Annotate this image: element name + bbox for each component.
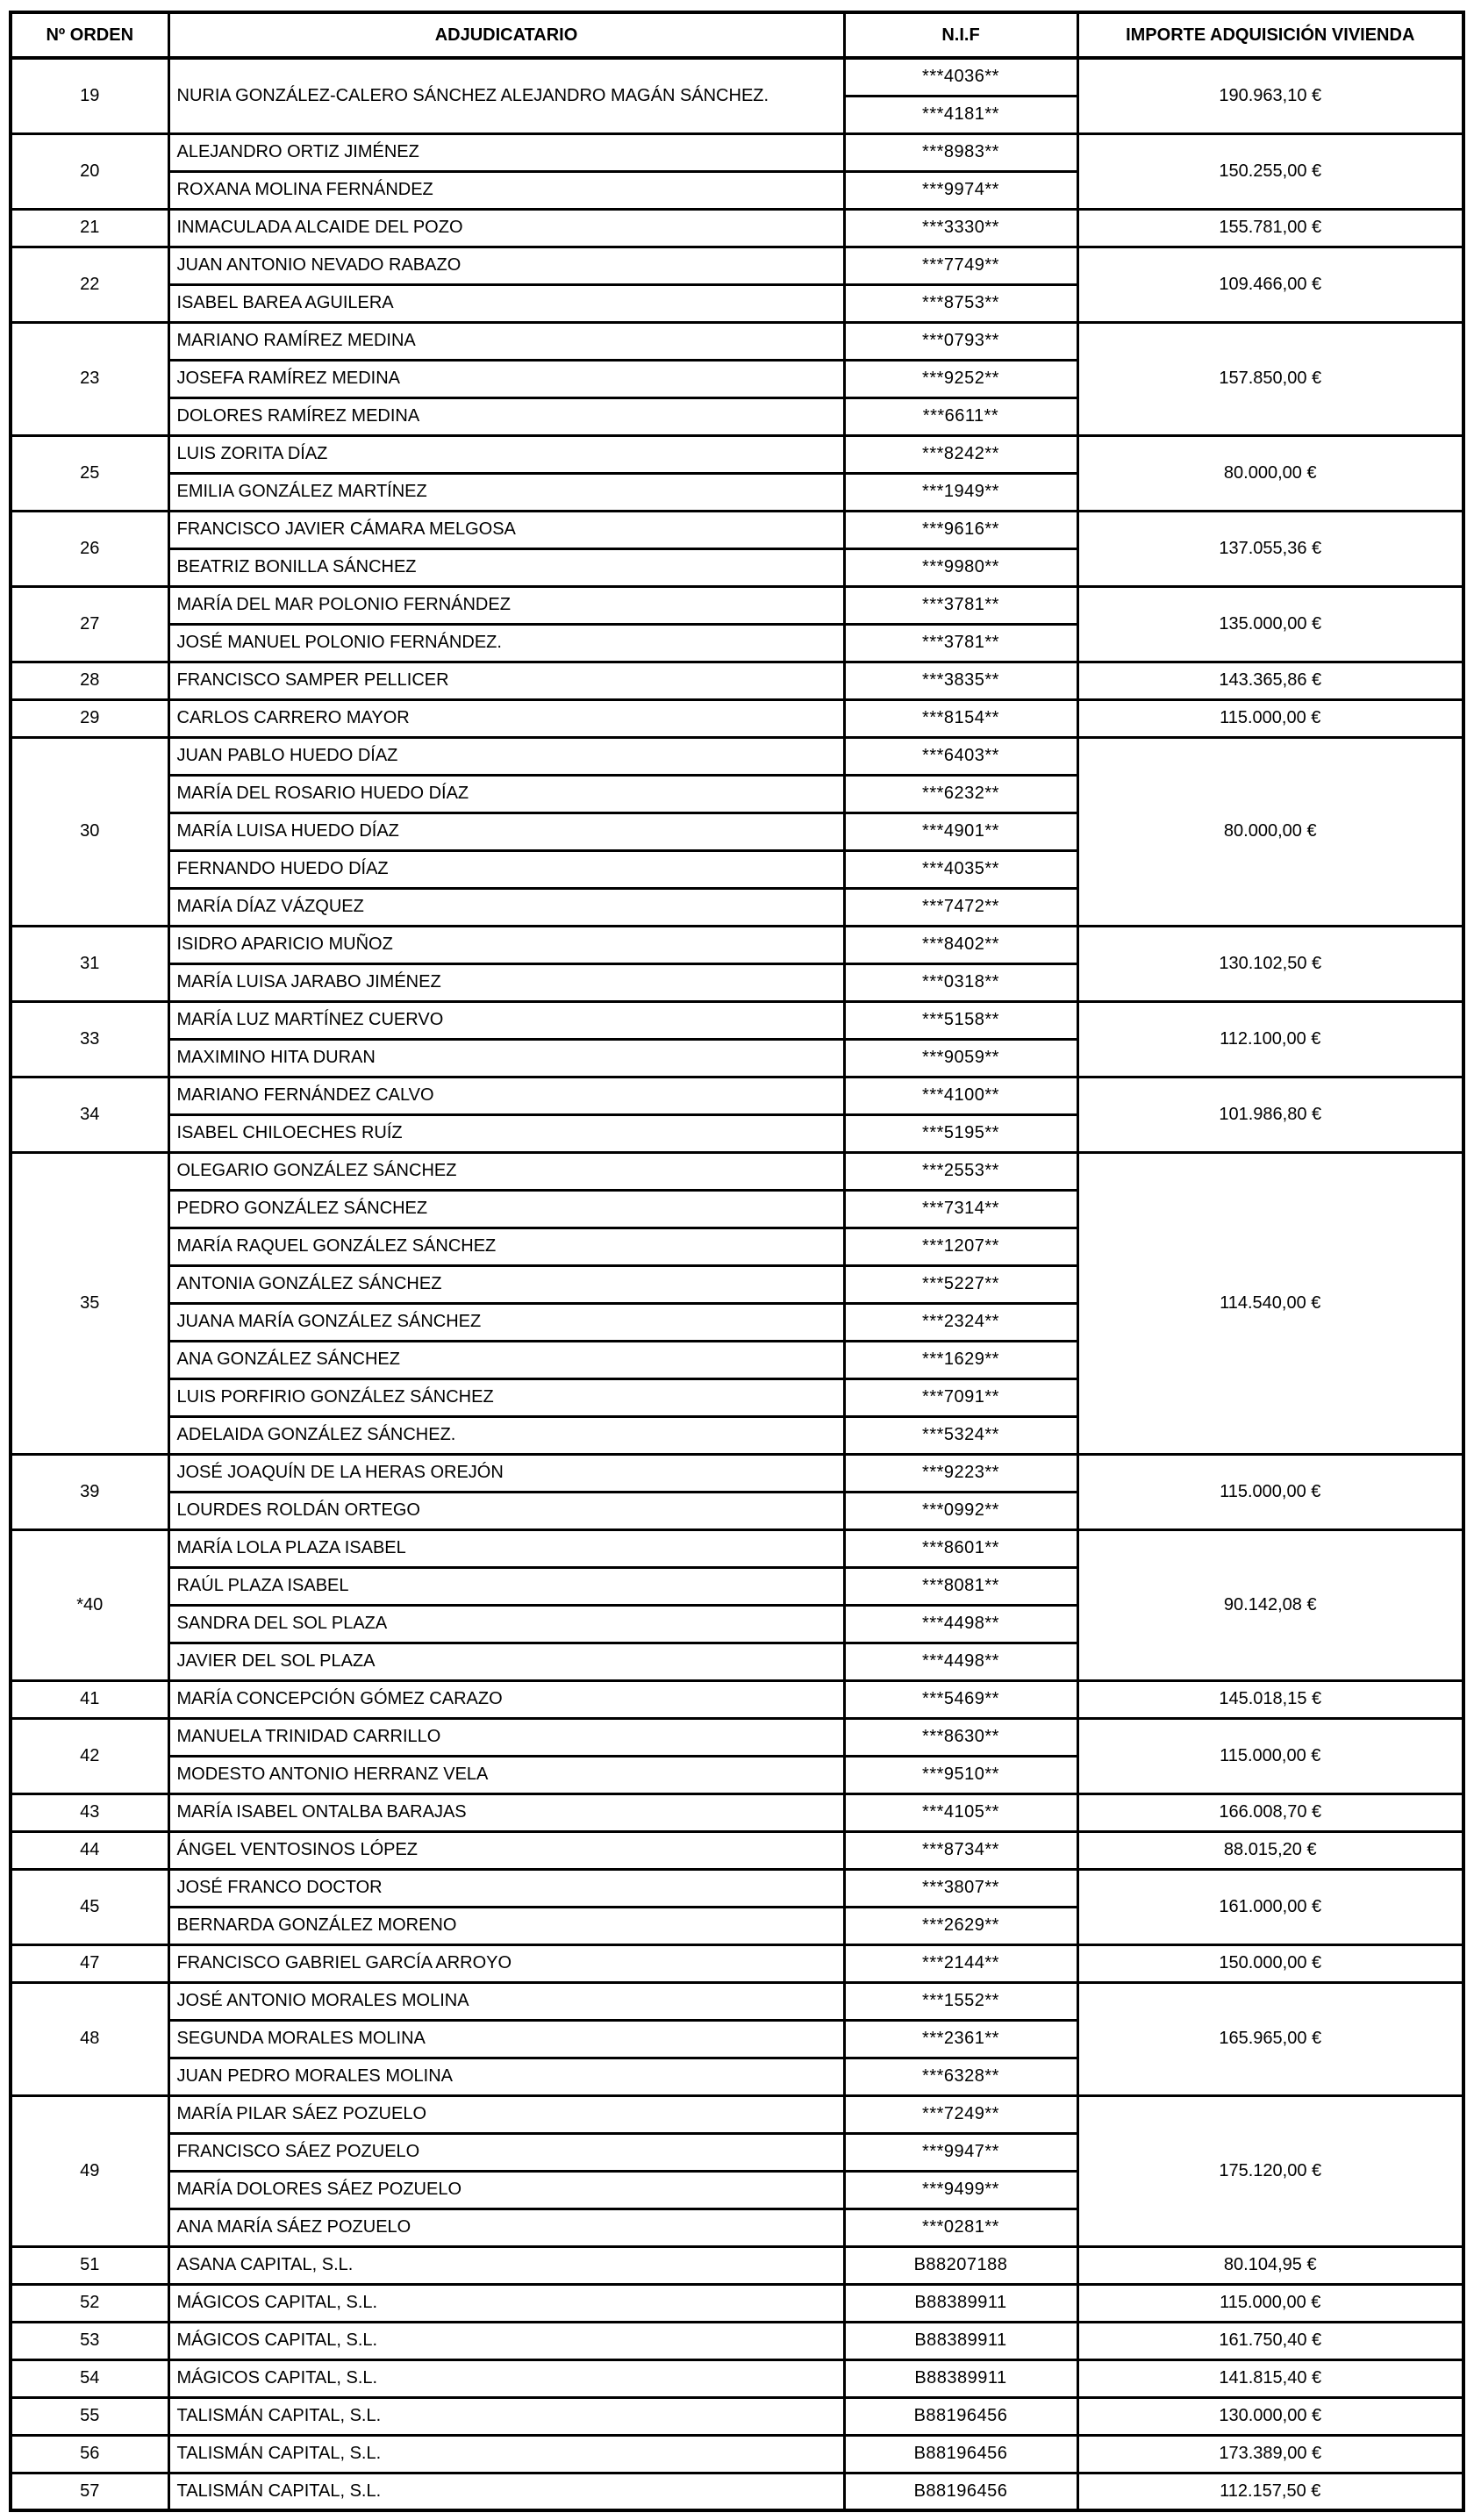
adjudicatario-cell: TALISMÁN CAPITAL, S.L. xyxy=(168,2397,844,2435)
importe-cell: 175.120,00 € xyxy=(1077,2095,1463,2246)
adjudicatario-cell: NURIA GONZÁLEZ-CALERO SÁNCHEZ ALEJANDRO MAGÁN SÁNCHEZ. xyxy=(168,58,844,133)
nif-cell: ***6403** xyxy=(844,737,1077,775)
orden-cell: 26 xyxy=(11,511,168,586)
adjudicatario-cell: OLEGARIO GONZÁLEZ SÁNCHEZ xyxy=(168,1152,844,1190)
nif-cell: ***3835** xyxy=(844,662,1077,699)
table-row xyxy=(11,662,1463,699)
adjudicatario-cell: CARLOS CARRERO MAYOR xyxy=(168,699,844,737)
nif-cell: ***1552** xyxy=(844,1982,1077,2020)
importe-cell: 150.000,00 € xyxy=(1077,1944,1463,1982)
adjudicatario-cell: TALISMÁN CAPITAL, S.L. xyxy=(168,2435,844,2473)
table-row xyxy=(11,737,1463,775)
orden-cell: 49 xyxy=(11,2095,168,2246)
nif-cell: ***8753** xyxy=(844,284,1077,322)
table-row xyxy=(11,209,1463,247)
importe-cell: 190.963,10 € xyxy=(1077,58,1463,133)
adjudicatario-cell: INMACULADA ALCAIDE DEL POZO xyxy=(168,209,844,247)
adjudicatario-cell: FRANCISCO JAVIER CÁMARA MELGOSA xyxy=(168,511,844,548)
nif-cell: ***5469** xyxy=(844,1680,1077,1718)
adjudicatario-cell: TALISMÁN CAPITAL, S.L. xyxy=(168,2473,844,2510)
table-row xyxy=(11,1680,1463,1718)
importe-cell: 90.142,08 € xyxy=(1077,1529,1463,1680)
nif-cell: ***4100** xyxy=(844,1077,1077,1114)
nif-cell: ***6328** xyxy=(844,2058,1077,2095)
table-row xyxy=(11,1529,1463,1567)
orden-cell: 44 xyxy=(11,1831,168,1869)
adjudicatario-cell: LOURDES ROLDÁN ORTEGO xyxy=(168,1492,844,1529)
orden-cell: 57 xyxy=(11,2473,168,2510)
orden-cell: 43 xyxy=(11,1793,168,1831)
adjudicatario-cell: JOSÉ MANUEL POLONIO FERNÁNDEZ. xyxy=(168,624,844,662)
importe-cell: 88.015,20 € xyxy=(1077,1831,1463,1869)
nif-cell: B88196456 xyxy=(844,2473,1077,2510)
nif-cell: ***3781** xyxy=(844,624,1077,662)
adjudicatario-cell: JUAN PEDRO MORALES MOLINA xyxy=(168,2058,844,2095)
table-row xyxy=(11,586,1463,624)
orden-cell: 56 xyxy=(11,2435,168,2473)
orden-cell: 51 xyxy=(11,2246,168,2284)
nif-cell: ***8081** xyxy=(844,1567,1077,1605)
nif-cell: ***3330** xyxy=(844,209,1077,247)
orden-cell: 22 xyxy=(11,247,168,322)
orden-cell: 41 xyxy=(11,1680,168,1718)
table-row xyxy=(11,133,1463,171)
nif-cell: B88389911 xyxy=(844,2322,1077,2359)
importe-cell: 109.466,00 € xyxy=(1077,247,1463,322)
adjudicatario-cell: MARÍA LOLA PLAZA ISABEL xyxy=(168,1529,844,1567)
nif-cell: ***6232** xyxy=(844,775,1077,813)
nif-cell: ***9252** xyxy=(844,360,1077,397)
nif-cell: ***5195** xyxy=(844,1114,1077,1152)
nif-cell: ***4105** xyxy=(844,1793,1077,1831)
adjudicatario-cell: RAÚL PLAZA ISABEL xyxy=(168,1567,844,1605)
nif-cell: ***6611** xyxy=(844,397,1077,435)
adjudicatario-cell: MARÍA LUISA HUEDO DÍAZ xyxy=(168,813,844,850)
nif-cell: ***0992** xyxy=(844,1492,1077,1529)
adjudicatario-cell: MARÍA DEL ROSARIO HUEDO DÍAZ xyxy=(168,775,844,813)
importe-cell: 115.000,00 € xyxy=(1077,1718,1463,1793)
nif-cell: ***9616** xyxy=(844,511,1077,548)
orden-cell: 42 xyxy=(11,1718,168,1793)
nif-cell: ***4901** xyxy=(844,813,1077,850)
importe-cell: 80.104,95 € xyxy=(1077,2246,1463,2284)
nif-cell: B88389911 xyxy=(844,2284,1077,2322)
column-header-3: IMPORTE ADQUISICIÓN VIVIENDA xyxy=(1077,12,1463,58)
importe-cell: 166.008,70 € xyxy=(1077,1793,1463,1831)
importe-cell: 115.000,00 € xyxy=(1077,1454,1463,1529)
nif-cell: ***9974** xyxy=(844,171,1077,209)
adjudicatario-cell: ÁNGEL VENTOSINOS LÓPEZ xyxy=(168,1831,844,1869)
table-row xyxy=(11,1982,1463,2020)
importe-cell: 157.850,00 € xyxy=(1077,322,1463,435)
table-row xyxy=(11,2359,1463,2397)
adjudicatario-cell: JOSÉ FRANCO DOCTOR xyxy=(168,1869,844,1907)
nif-cell: ***4498** xyxy=(844,1643,1077,1680)
orden-cell: 27 xyxy=(11,586,168,662)
adjudicatario-cell: MARÍA DEL MAR POLONIO FERNÁNDEZ xyxy=(168,586,844,624)
adjudicatario-cell: ADELAIDA GONZÁLEZ SÁNCHEZ. xyxy=(168,1416,844,1454)
importe-cell: 115.000,00 € xyxy=(1077,2284,1463,2322)
adjudicatario-cell: LUIS PORFIRIO GONZÁLEZ SÁNCHEZ xyxy=(168,1378,844,1416)
nif-cell: ***2629** xyxy=(844,1907,1077,1944)
adjudicatario-cell: ISIDRO APARICIO MUÑOZ xyxy=(168,926,844,963)
adjudicatario-cell: EMILIA GONZÁLEZ MARTÍNEZ xyxy=(168,473,844,511)
nif-cell: ***1207** xyxy=(844,1228,1077,1265)
nif-cell: B88389911 xyxy=(844,2359,1077,2397)
adjudicatario-cell: ISABEL BAREA AGUILERA xyxy=(168,284,844,322)
nif-cell: ***3807** xyxy=(844,1869,1077,1907)
nif-cell: ***7472** xyxy=(844,888,1077,926)
adjudicatario-cell: MARÍA DOLORES SÁEZ POZUELO xyxy=(168,2171,844,2209)
importe-cell: 173.389,00 € xyxy=(1077,2435,1463,2473)
adjudicatario-cell: ROXANA MOLINA FERNÁNDEZ xyxy=(168,171,844,209)
table-row xyxy=(11,1152,1463,1190)
orden-cell: 48 xyxy=(11,1982,168,2095)
nif-cell: ***8402** xyxy=(844,926,1077,963)
table-row xyxy=(11,1077,1463,1114)
adjudicatario-cell: MÁGICOS CAPITAL, S.L. xyxy=(168,2322,844,2359)
table-row xyxy=(11,1831,1463,1869)
orden-cell: 34 xyxy=(11,1077,168,1152)
nif-cell: ***0318** xyxy=(844,963,1077,1001)
importe-cell: 130.000,00 € xyxy=(1077,2397,1463,2435)
importe-cell: 145.018,15 € xyxy=(1077,1680,1463,1718)
importe-cell: 161.000,00 € xyxy=(1077,1869,1463,1944)
adjudicatario-cell: JOSÉ ANTONIO MORALES MOLINA xyxy=(168,1982,844,2020)
table-row xyxy=(11,435,1463,473)
importe-cell: 155.781,00 € xyxy=(1077,209,1463,247)
adjudicatario-cell: MARÍA CONCEPCIÓN GÓMEZ CARAZO xyxy=(168,1680,844,1718)
importe-cell: 80.000,00 € xyxy=(1077,737,1463,926)
adjudicatario-cell: ANA GONZÁLEZ SÁNCHEZ xyxy=(168,1341,844,1378)
adjudicatario-cell: JUAN PABLO HUEDO DÍAZ xyxy=(168,737,844,775)
nif-cell: ***4036** xyxy=(844,58,1077,96)
adjudicatario-cell: FRANCISCO SAMPER PELLICER xyxy=(168,662,844,699)
nif-cell: B88196456 xyxy=(844,2397,1077,2435)
adjudicatario-cell: FRANCISCO SÁEZ POZUELO xyxy=(168,2133,844,2171)
adjudicatario-cell: MARÍA PILAR SÁEZ POZUELO xyxy=(168,2095,844,2133)
nif-cell: ***8630** xyxy=(844,1718,1077,1756)
adjudicatarios-table xyxy=(9,11,1465,2512)
nif-cell: ***8242** xyxy=(844,435,1077,473)
adjudicatario-cell: MARIANO RAMÍREZ MEDINA xyxy=(168,322,844,360)
adjudicatario-cell: MARÍA LUISA JARABO JIMÉNEZ xyxy=(168,963,844,1001)
orden-cell: 31 xyxy=(11,926,168,1001)
table-header-row xyxy=(11,12,1463,58)
importe-cell: 135.000,00 € xyxy=(1077,586,1463,662)
table-row xyxy=(11,2397,1463,2435)
adjudicatario-cell: MÁGICOS CAPITAL, S.L. xyxy=(168,2284,844,2322)
nif-cell: ***7749** xyxy=(844,247,1077,284)
importe-cell: 130.102,50 € xyxy=(1077,926,1463,1001)
adjudicatario-cell: MARIANO FERNÁNDEZ CALVO xyxy=(168,1077,844,1114)
adjudicatario-cell: JAVIER DEL SOL PLAZA xyxy=(168,1643,844,1680)
nif-cell: ***7091** xyxy=(844,1378,1077,1416)
nif-cell: B88196456 xyxy=(844,2435,1077,2473)
orden-cell: 21 xyxy=(11,209,168,247)
nif-cell: ***3781** xyxy=(844,586,1077,624)
table-row xyxy=(11,2095,1463,2133)
importe-cell: 80.000,00 € xyxy=(1077,435,1463,511)
orden-cell: 47 xyxy=(11,1944,168,1982)
nif-cell: ***7314** xyxy=(844,1190,1077,1228)
orden-cell: 29 xyxy=(11,699,168,737)
nif-cell: ***1629** xyxy=(844,1341,1077,1378)
nif-cell: ***2324** xyxy=(844,1303,1077,1341)
nif-cell: ***8734** xyxy=(844,1831,1077,1869)
adjudicatario-cell: MANUELA TRINIDAD CARRILLO xyxy=(168,1718,844,1756)
table-row xyxy=(11,1869,1463,1907)
importe-cell: 150.255,00 € xyxy=(1077,133,1463,209)
nif-cell: ***0281** xyxy=(844,2209,1077,2246)
adjudicatario-cell: ISABEL CHILOECHES RUÍZ xyxy=(168,1114,844,1152)
adjudicatario-cell: LUIS ZORITA DÍAZ xyxy=(168,435,844,473)
orden-cell: 39 xyxy=(11,1454,168,1529)
nif-cell: ***4181** xyxy=(844,96,1077,133)
orden-cell: 52 xyxy=(11,2284,168,2322)
adjudicatario-cell: JOSEFA RAMÍREZ MEDINA xyxy=(168,360,844,397)
importe-cell: 143.365,86 € xyxy=(1077,662,1463,699)
nif-cell: ***9059** xyxy=(844,1039,1077,1077)
orden-cell: 19 xyxy=(11,58,168,133)
importe-cell: 112.157,50 € xyxy=(1077,2473,1463,2510)
adjudicatario-cell: SEGUNDA MORALES MOLINA xyxy=(168,2020,844,2058)
importe-cell: 165.965,00 € xyxy=(1077,1982,1463,2095)
nif-cell: ***2553** xyxy=(844,1152,1077,1190)
column-header-0: Nº ORDEN xyxy=(11,12,168,58)
adjudicatario-cell: MARÍA LUZ MARTÍNEZ CUERVO xyxy=(168,1001,844,1039)
table-row xyxy=(11,699,1463,737)
table-row xyxy=(11,2435,1463,2473)
orden-cell: 23 xyxy=(11,322,168,435)
orden-cell: 53 xyxy=(11,2322,168,2359)
orden-cell: 20 xyxy=(11,133,168,209)
table-row xyxy=(11,511,1463,548)
adjudicatario-cell: DOLORES RAMÍREZ MEDINA xyxy=(168,397,844,435)
adjudicatario-cell: SANDRA DEL SOL PLAZA xyxy=(168,1605,844,1643)
orden-cell: 35 xyxy=(11,1152,168,1454)
table-row xyxy=(11,1001,1463,1039)
adjudicatario-cell: FERNANDO HUEDO DÍAZ xyxy=(168,850,844,888)
nif-cell: ***4498** xyxy=(844,1605,1077,1643)
adjudicatario-cell: ALEJANDRO ORTIZ JIMÉNEZ xyxy=(168,133,844,171)
importe-cell: 161.750,40 € xyxy=(1077,2322,1463,2359)
adjudicatario-cell: JUANA MARÍA GONZÁLEZ SÁNCHEZ xyxy=(168,1303,844,1341)
adjudicatario-cell: MARÍA RAQUEL GONZÁLEZ SÁNCHEZ xyxy=(168,1228,844,1265)
adjudicatario-cell: JOSÉ JOAQUÍN DE LA HERAS OREJÓN xyxy=(168,1454,844,1492)
table-row xyxy=(11,2322,1463,2359)
adjudicatario-cell: BERNARDA GONZÁLEZ MORENO xyxy=(168,1907,844,1944)
table-row xyxy=(11,1944,1463,1982)
importe-cell: 137.055,36 € xyxy=(1077,511,1463,586)
importe-cell: 115.000,00 € xyxy=(1077,699,1463,737)
table-row xyxy=(11,1718,1463,1756)
orden-cell: 25 xyxy=(11,435,168,511)
adjudicatario-cell: MARÍA DÍAZ VÁZQUEZ xyxy=(168,888,844,926)
column-header-2: N.I.F xyxy=(844,12,1077,58)
orden-cell: 33 xyxy=(11,1001,168,1077)
nif-cell: ***2144** xyxy=(844,1944,1077,1982)
orden-cell: 54 xyxy=(11,2359,168,2397)
table-header xyxy=(11,12,1463,58)
nif-cell: ***0793** xyxy=(844,322,1077,360)
nif-cell: ***9947** xyxy=(844,2133,1077,2171)
table-row xyxy=(11,2284,1463,2322)
adjudicatario-cell: MAXIMINO HITA DURAN xyxy=(168,1039,844,1077)
nif-cell: ***2361** xyxy=(844,2020,1077,2058)
adjudicatario-cell: JUAN ANTONIO NEVADO RABAZO xyxy=(168,247,844,284)
nif-cell: ***9223** xyxy=(844,1454,1077,1492)
importe-cell: 114.540,00 € xyxy=(1077,1152,1463,1454)
adjudicatario-cell: MARÍA ISABEL ONTALBA BARAJAS xyxy=(168,1793,844,1831)
table-row xyxy=(11,1454,1463,1492)
adjudicatario-cell: MÁGICOS CAPITAL, S.L. xyxy=(168,2359,844,2397)
nif-cell: ***9499** xyxy=(844,2171,1077,2209)
table-body xyxy=(11,58,1463,2510)
orden-cell: 45 xyxy=(11,1869,168,1944)
nif-cell: ***4035** xyxy=(844,850,1077,888)
nif-cell: ***5227** xyxy=(844,1265,1077,1303)
importe-cell: 101.986,80 € xyxy=(1077,1077,1463,1152)
nif-cell: ***5158** xyxy=(844,1001,1077,1039)
adjudicatario-cell: ANA MARÍA SÁEZ POZUELO xyxy=(168,2209,844,2246)
nif-cell: ***9980** xyxy=(844,548,1077,586)
table-row xyxy=(11,247,1463,284)
adjudicatario-cell: ASANA CAPITAL, S.L. xyxy=(168,2246,844,2284)
adjudicatario-cell: ANTONIA GONZÁLEZ SÁNCHEZ xyxy=(168,1265,844,1303)
column-header-1: ADJUDICATARIO xyxy=(168,12,844,58)
adjudicatario-cell: FRANCISCO GABRIEL GARCÍA ARROYO xyxy=(168,1944,844,1982)
nif-cell: ***8601** xyxy=(844,1529,1077,1567)
table-row xyxy=(11,1793,1463,1831)
nif-cell: ***7249** xyxy=(844,2095,1077,2133)
orden-cell: 55 xyxy=(11,2397,168,2435)
orden-cell: *40 xyxy=(11,1529,168,1680)
table-row xyxy=(11,58,1463,96)
nif-cell: ***9510** xyxy=(844,1756,1077,1793)
nif-cell: ***8983** xyxy=(844,133,1077,171)
table-row xyxy=(11,322,1463,360)
adjudicatario-cell: BEATRIZ BONILLA SÁNCHEZ xyxy=(168,548,844,586)
importe-cell: 112.100,00 € xyxy=(1077,1001,1463,1077)
table-row xyxy=(11,2473,1463,2510)
adjudicatario-cell: MODESTO ANTONIO HERRANZ VELA xyxy=(168,1756,844,1793)
nif-cell: B88207188 xyxy=(844,2246,1077,2284)
nif-cell: ***1949** xyxy=(844,473,1077,511)
nif-cell: ***5324** xyxy=(844,1416,1077,1454)
orden-cell: 28 xyxy=(11,662,168,699)
table-row xyxy=(11,2246,1463,2284)
table-row xyxy=(11,926,1463,963)
adjudicatario-cell: PEDRO GONZÁLEZ SÁNCHEZ xyxy=(168,1190,844,1228)
nif-cell: ***8154** xyxy=(844,699,1077,737)
importe-cell: 141.815,40 € xyxy=(1077,2359,1463,2397)
orden-cell: 30 xyxy=(11,737,168,926)
